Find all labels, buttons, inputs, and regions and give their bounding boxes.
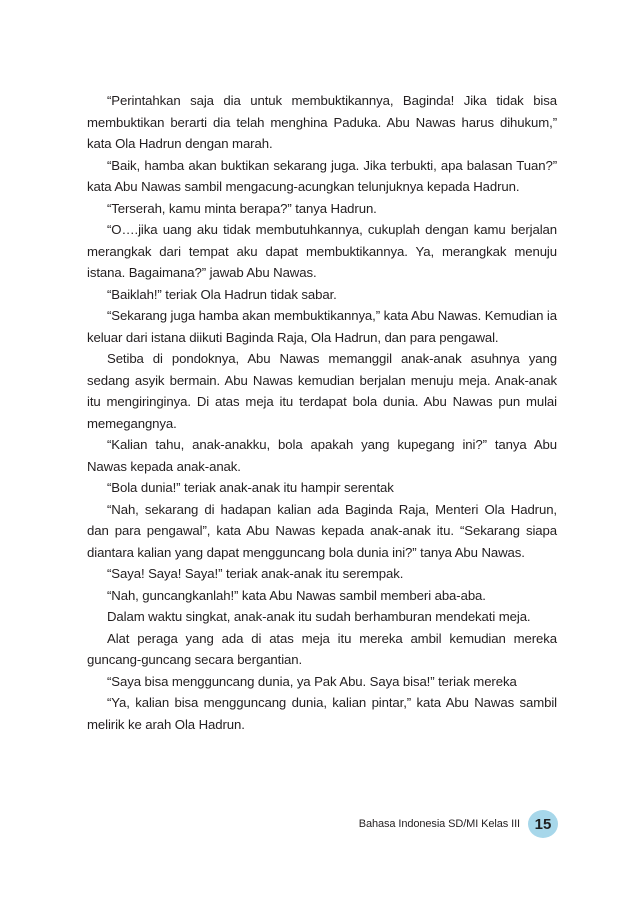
paragraph: Dalam waktu singkat, anak-anak itu sudah berhamburan mendekati meja. [107, 609, 531, 624]
story-body [87, 90, 557, 735]
paragraph: Alat peraga yang ada di atas meja itu mereka ambil kemudian mereka guncang-guncang secara bergantian. [87, 630, 557, 667]
paragraph: “Saya bisa mengguncang dunia, ya Pak Abu. Saya bisa!” teriak mereka [107, 673, 517, 689]
paragraph: “Saya! Saya! Saya!” teriak anak-anak itu serempak. [107, 566, 404, 581]
paragraph: “Ya, kalian bisa mengguncang dunia, kalian pintar,” kata Abu Nawas sambil melirik ke arah Ola Hadrun. [87, 695, 557, 732]
paragraph: “Kalian tahu, anak-anakku, bola apakah yang kupegang ini?” tanya Abu Nawas kepada anak-anak. [87, 437, 557, 474]
paragraph: “Baiklah!” teriak Ola Hadrun tidak sabar. [107, 286, 337, 302]
paragraph: Setiba di pondoknya, Abu Nawas memanggil anak-anak asuhnya yang sedang asyik bermain. Abu Nawas kemudian berjalan menuju meja. Anak-anak itu mengiringinya. Di atas meja itu terdapat bola dunia. Abu Nawas pun mulai memegangnya. [87, 351, 557, 431]
paragraph: “Bola dunia!” teriak anak-anak itu hampir serentak [107, 480, 394, 495]
paragraph: “Sekarang juga hamba akan membuktikannya,” kata Abu Nawas. Kemudian ia keluar dari istana diikuti Baginda Raja, Ola Hadrun, dan para pengawal. [87, 308, 557, 345]
paragraph: “Nah, guncangkanlah!” kata Abu Nawas sambil memberi aba-aba. [107, 587, 486, 603]
book-title: Bahasa Indonesia SD/MI Kelas III [358, 818, 520, 830]
paragraph: “Baik, hamba akan buktikan sekarang juga. Jika terbukti, apa balasan Tuan?” kata Abu Nawas sambil mengacung-acungkan telunjuknya kepada Hadrun. [87, 157, 557, 194]
paragraph: “Perintahkan saja dia untuk membuktikannya, Baginda! Jika tidak bisa membuktikan berarti dia telah menghina Paduka. Abu Nawas harus dihukum,” kata Ola Hadrun dengan marah. [87, 93, 557, 151]
paragraph: “O….jika uang aku tidak membutuhkannya, cukuplah dengan kamu berjalan merangkak dari tempat aku dapat membuktikannya. Ya, merangkak menuju istana. Bagaimana?” jawab Abu Nawas. [87, 222, 557, 280]
page-number-badge: 15 [528, 810, 558, 838]
paragraph: “Nah, sekarang di hadapan kalian ada Baginda Raja, Menteri Ola Hadrun, dan para pengawal”, kata Abu Nawas kepada anak-anak itu. “Sekarang siapa diantara kalian yang dapat mengguncang bola dunia ini?” tanya Abu Nawas. [87, 501, 557, 560]
page-footer [300, 810, 558, 838]
paragraph: “Terserah, kamu minta berapa?” tanya Hadrun. [107, 200, 377, 216]
